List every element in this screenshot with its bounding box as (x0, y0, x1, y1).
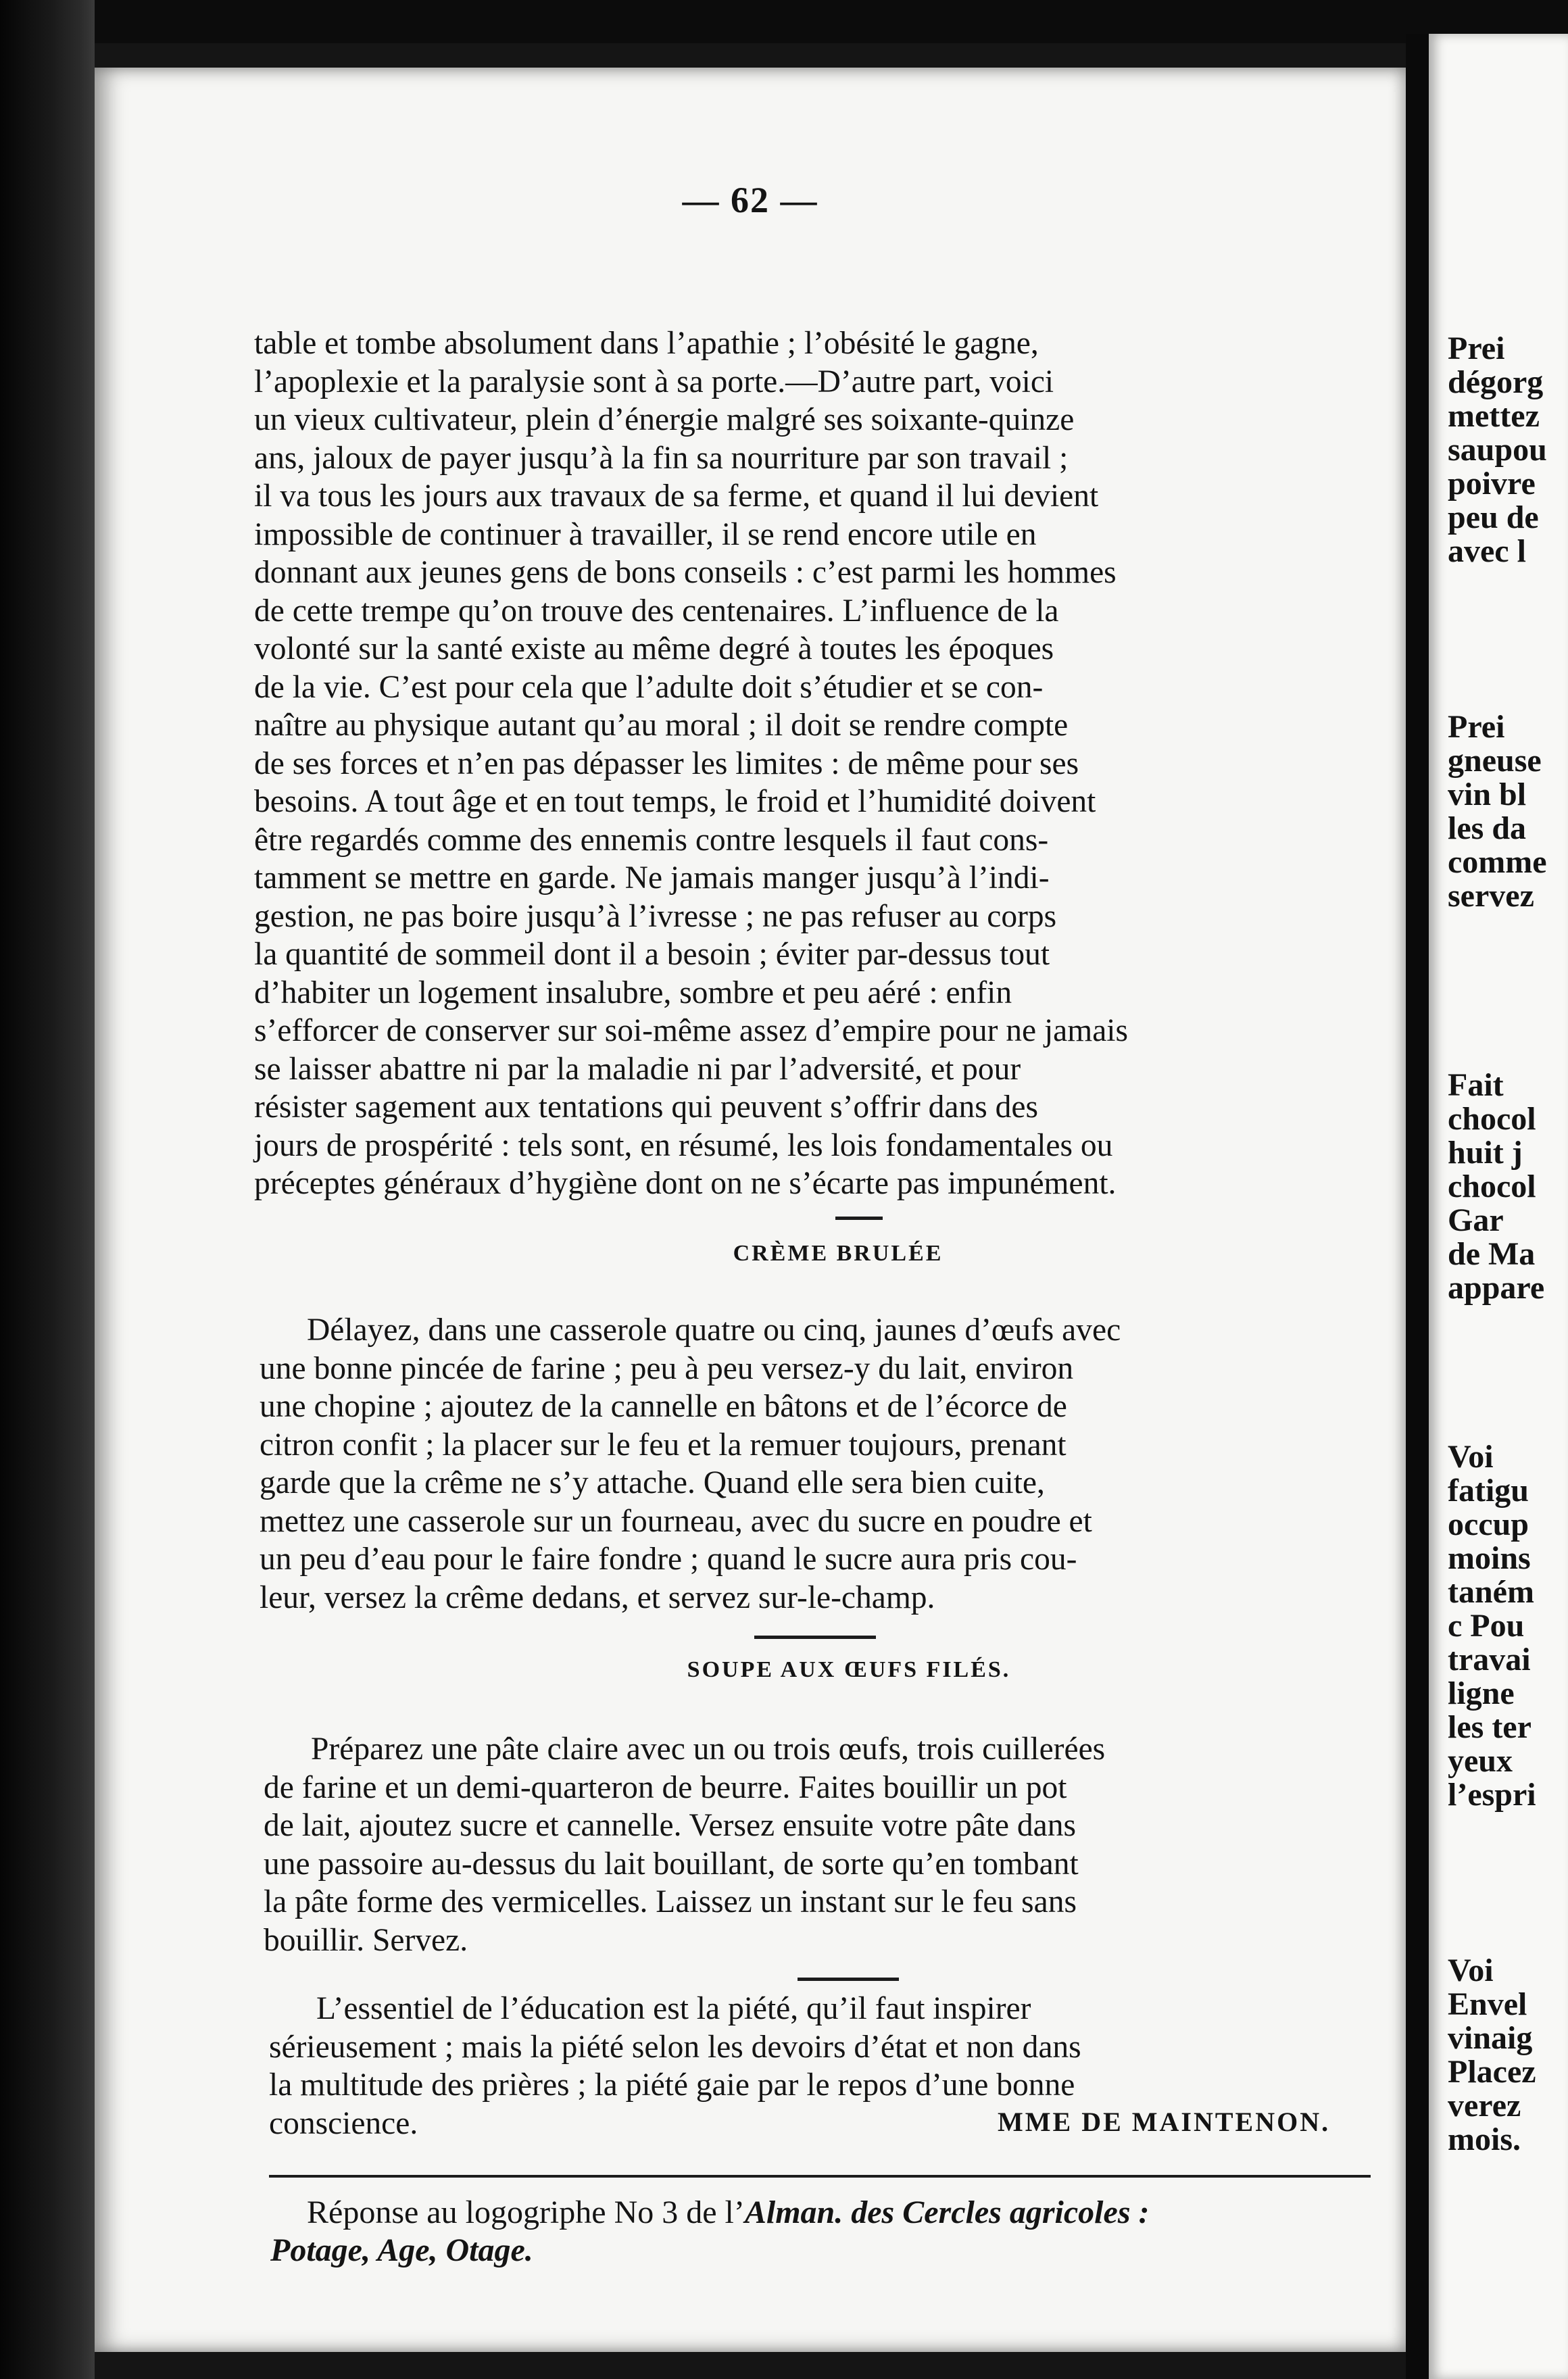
right-page-line: de Ma (1448, 1236, 1536, 1272)
right-page-line: chocol (1448, 1101, 1536, 1137)
answer-words: Potage, Age, Otage. (270, 2232, 533, 2268)
page-gutter (1406, 34, 1429, 2379)
text-line: besoins. A tout âge et en tout temps, le froid et l’humidité doivent (254, 784, 1096, 819)
text-line: tamment se mettre en garde. Ne jamais manger jusqu’à l’indi- (254, 860, 1050, 896)
right-page-line: comme (1448, 844, 1547, 880)
right-page-line: Placez (1448, 2054, 1536, 2090)
text-line: un peu d’eau pour le faire fondre ; quand le sucre aura pris cou- (260, 1542, 1077, 1577)
right-page-line: servez (1448, 878, 1534, 914)
section-divider (798, 1978, 899, 1981)
right-page-line: vinaig (1448, 2020, 1533, 2056)
right-page-line: yeux (1448, 1743, 1513, 1779)
right-page-line: verez (1448, 2088, 1521, 2124)
text-line: naître au physique autant qu’au moral ; il doit se rendre compte (254, 708, 1069, 743)
quote-signature: MME DE MAINTENON. (998, 2107, 1331, 2137)
text-line: L’essentiel de l’éducation est la piété, qu’il faut inspirer (316, 1991, 1031, 2026)
right-page-line: Envel (1448, 1986, 1527, 2022)
text-line: la quantité de sommeil dont il a besoin ; éviter par-dessus tout (254, 937, 1050, 972)
text-line: jours de prospérité : tels sont, en résumé, les lois fondamentales ou (254, 1127, 1113, 1163)
recipe-title-soupe: SOUPE AUX ŒUFS FILÉS. (687, 1657, 1011, 1682)
text-line: sérieusement ; mais la piété selon les devoirs d’état et non dans (269, 2029, 1081, 2065)
text-line: volonté sur la santé existe au même degré à toutes les époques (254, 631, 1054, 666)
right-page-line: moins (1448, 1540, 1531, 1576)
right-page-line: vin bl (1448, 777, 1527, 812)
text-line: une bonne pincée de farine ; peu à peu versez-y du lait, environ (260, 1350, 1074, 1386)
book-spine (0, 0, 95, 2379)
text-line: la pâte forme des vermicelles. Laissez un instant sur le feu sans (264, 1884, 1077, 1919)
right-page-line: les ter (1448, 1709, 1532, 1745)
text-line: leur, versez la crême dedans, et servez sur-le-champ. (260, 1579, 935, 1615)
text-line: être regardés comme des ennemis contre lesquels il faut cons- (254, 822, 1049, 858)
right-page-line: Voi (1448, 1953, 1494, 1988)
recipe-soupe-text (264, 1730, 1467, 1959)
text-line: ans, jaloux de payer jusqu’à la fin sa nourriture par son travail ; (254, 440, 1069, 476)
recipe-creme-text (260, 1311, 1463, 1617)
right-page-line: Fait (1448, 1067, 1504, 1103)
text-line: se laisser abattre ni par la maladie ni par l’adversité, et pour (254, 1051, 1021, 1087)
section-divider (835, 1217, 883, 1220)
right-page-line: les da (1448, 810, 1527, 846)
text-line: impossible de continuer à travailler, il se rend encore utile en (254, 516, 1037, 552)
right-page-line: appare (1448, 1270, 1545, 1306)
recipe-title-creme: CRÈME BRULÉE (733, 1241, 944, 1266)
text-line: Délayez, dans une casserole quatre ou cinq, jaunes d’œufs avec (307, 1313, 1121, 1348)
right-page-line: occup (1448, 1506, 1529, 1542)
text-line: de ses forces et n’en pas dépasser les limites : de même pour ses (254, 745, 1079, 781)
right-page-line: fatigu (1448, 1473, 1529, 1509)
text-line: de la vie. C’est pour cela que l’adulte doit s’étudier et se con- (254, 669, 1044, 705)
text-line: une passoire au-dessus du lait bouillant, de sorte qu’en tombant (264, 1846, 1079, 1882)
text-line: donnant aux jeunes gens de bons conseils : c’est parmi les hommes (254, 555, 1117, 590)
right-page-line: poivre (1448, 466, 1536, 501)
text-line: de cette trempe qu’on trouve des centenaires. L’influence de la (254, 593, 1059, 629)
text-line: bouillir. Servez. (264, 1922, 468, 1958)
right-page-line: Voi (1448, 1439, 1494, 1475)
right-page-line: huit j (1448, 1135, 1523, 1171)
text-line: d’habiter un logement insalubre, sombre et peu aéré : enfin (254, 975, 1012, 1010)
right-page-line: Prei (1448, 709, 1505, 745)
right-page-line: chocol (1448, 1169, 1536, 1204)
text-line: un vieux cultivateur, plein d’énergie malgré ses soixante-quinze (254, 402, 1075, 437)
intro-paragraph (254, 324, 1460, 1203)
text-line: l’apoplexie et la paralysie sont à sa porte.—D’autre part, voici (254, 364, 1054, 399)
right-page-line: saupou (1448, 432, 1547, 468)
page-number: — 62 — (682, 180, 818, 220)
right-page-line: l’espri (1448, 1777, 1536, 1813)
text-line: Préparez une pâte claire avec un ou trois œufs, trois cuillerées (311, 1732, 1106, 1767)
right-page-line: taném (1448, 1574, 1534, 1610)
right-page-line: ligne (1448, 1675, 1515, 1711)
text-line: préceptes généraux d’hygiène dont on ne s’écarte pas impunément. (254, 1166, 1117, 1201)
section-divider (754, 1636, 876, 1639)
text-line: de lait, ajoutez sucre et cannelle. Versez ensuite votre pâte dans (264, 1808, 1076, 1843)
text-line: table et tombe absolument dans l’apathie ; l’obésité le gagne, (254, 326, 1039, 361)
text-line: la multitude des prières ; la piété gaie par le repos d’une bonne (269, 2067, 1075, 2103)
right-page-line: c Pou (1448, 1608, 1525, 1644)
right-page-line: avec l (1448, 533, 1526, 569)
right-page-line: mettez (1448, 398, 1540, 434)
text-line: mettez une casserole sur un fourneau, avec du sucre en poudre et (260, 1503, 1092, 1539)
answer-prefix: Réponse au logogriphe No 3 de l’ (307, 2194, 745, 2230)
text-line: résister sagement aux tentations qui peuvent s’offrir dans des (254, 1089, 1038, 1125)
text-line: il va tous les jours aux travaux de sa ferme, et quand il lui devient (254, 479, 1099, 514)
text-line: de farine et un demi-quarteron de beurre. Faites bouillir un pot (264, 1769, 1067, 1805)
right-page-line: Prei (1448, 330, 1505, 366)
text-line: s’efforcer de conserver sur soi-même assez d’empire pour ne jamais (254, 1013, 1128, 1048)
right-page-fragment (1429, 34, 1568, 2379)
text-line: citron confit ; la placer sur le feu et la remuer toujours, prenant (260, 1427, 1067, 1463)
text-line: gestion, ne pas boire jusqu’à l’ivresse ; ne pas refuser au corps (254, 898, 1057, 934)
text-line: conscience. (269, 2105, 418, 2141)
right-page-line: gneuse (1448, 743, 1542, 779)
logogriphe-answer (270, 2194, 1379, 2270)
right-page-line: mois. (1448, 2122, 1521, 2157)
text-line: garde que la crême ne s’y attache. Quand elle sera bien cuite, (260, 1465, 1045, 1500)
right-page-line: Gar (1448, 1202, 1504, 1238)
right-page-line: travai (1448, 1642, 1531, 1677)
right-page-line: dégorg (1448, 364, 1544, 400)
answer-source: Alman. des Cercles agricoles : (744, 2194, 1150, 2230)
left-page (95, 68, 1406, 2352)
right-page-line: peu de (1448, 499, 1539, 535)
text-line: une chopine ; ajoutez de la cannelle en bâtons et de l’écorce de (260, 1389, 1067, 1424)
scan-top-edge (0, 0, 1568, 43)
footer-rule (269, 2175, 1371, 2178)
